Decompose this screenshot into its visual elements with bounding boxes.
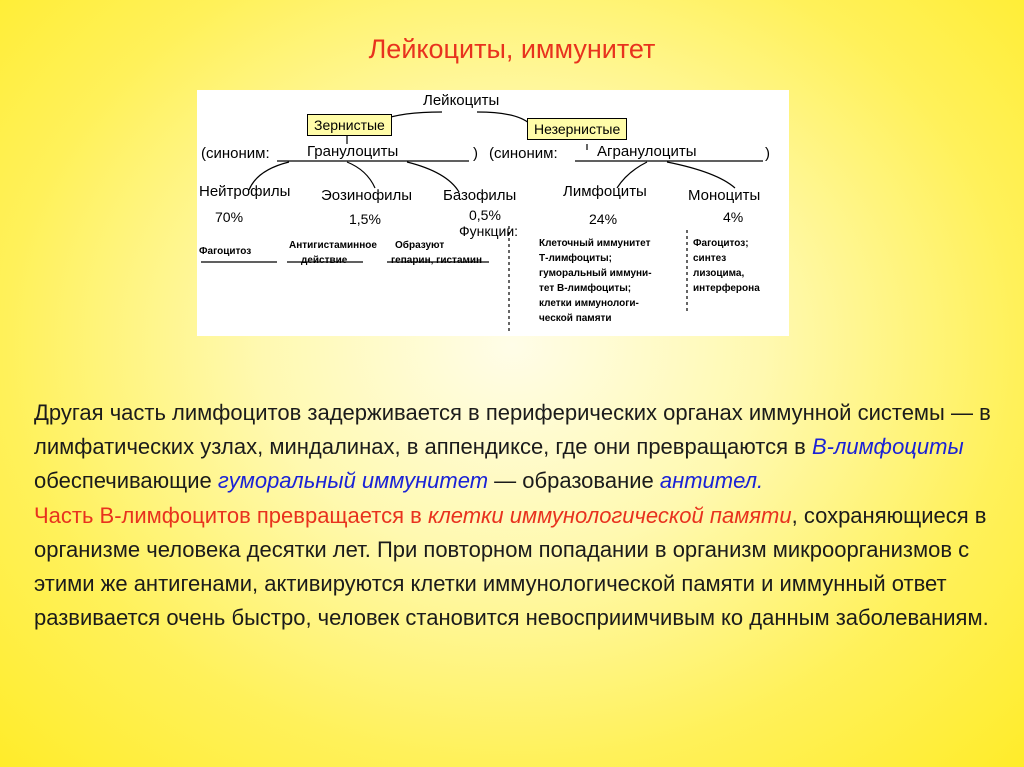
function-eosinophils-line: действие <box>301 255 348 266</box>
function-basophils-line: Образуют <box>395 240 445 251</box>
term-antibodies: антител. <box>659 468 764 494</box>
term-b-lymphocytes: В-лимфоциты <box>811 434 964 460</box>
function-lymphocytes-line: Т-лимфоциты; <box>539 253 612 264</box>
p2-lead: Часть В-лимфоцитов превращается в <box>34 502 428 528</box>
cell-percent-basophils: 0,5% <box>469 207 501 223</box>
function-monocytes-line: синтез <box>693 253 727 264</box>
function-neutrophils-line: Фагоцитоз <box>199 246 252 257</box>
function-lymphocytes <box>539 236 652 326</box>
cell-percent-eosinophils: 1,5% <box>349 211 381 227</box>
synonym-right-value: Агранулоциты <box>597 143 697 160</box>
function-lymphocytes-line: Клеточный иммунитет <box>539 238 651 249</box>
function-monocytes <box>693 236 760 296</box>
cell-percent-monocytes: 4% <box>723 209 744 225</box>
function-monocytes-line: интерферона <box>693 283 760 294</box>
synonym-left-suffix: ) <box>473 145 478 162</box>
functions-label: Функции: <box>459 223 519 239</box>
nongranular-box: Незернистые <box>527 118 627 140</box>
leukocyte-classification-diagram <box>197 90 789 336</box>
cell-percent-neutrophils: 70% <box>215 209 244 225</box>
cell-name-lymphocytes: Лимфоциты <box>563 183 647 200</box>
term-humoral-immunity: гуморальный иммунитет <box>217 468 489 494</box>
body-text <box>34 396 994 635</box>
function-monocytes-line: лизоцима, <box>693 268 745 279</box>
cell-name-basophils: Базофилы <box>443 187 517 204</box>
function-monocytes-line: Фагоцитоз; <box>693 238 749 249</box>
synonym-right-suffix: ) <box>765 145 770 162</box>
function-lymphocytes-line: тет В-лимфоциты; <box>539 283 632 294</box>
synonym-left-prefix: (синоним: <box>201 145 270 162</box>
cell-name-monocytes: Моноциты <box>688 187 761 204</box>
p1-text: — образование <box>488 468 660 494</box>
function-lymphocytes-line: гуморальный иммуни- <box>539 268 652 279</box>
p1-text: Другая часть лимфоцитов задерживается в периферических органах иммунной системы — в лимфатических узлах, миндалинах, в аппендиксе, где они превращаются в <box>34 400 991 460</box>
p1-text: обеспечивающие <box>34 468 218 494</box>
synonym-left-value: Гранулоциты <box>307 143 399 160</box>
diagram-root-label: Лейкоциты <box>423 92 500 109</box>
p2-text: , сохраняющиеся в организме человека десятки лет. При повторном попадании в организм микроорганизмов с этими же антигенами, активируются клетки иммунологической памяти и иммунный ответ развивается очень быстро, человек становится невосприимчивым ко данным заболеваниям. <box>34 502 989 631</box>
cell-percent-lymphocytes: 24% <box>589 211 618 227</box>
function-eosinophils-line: Антигистаминное <box>289 240 377 251</box>
slide-title: Лейкоциты, иммунитет <box>368 34 656 64</box>
cell-name-neutrophils: Нейтрофилы <box>199 183 291 200</box>
function-lymphocytes-line: клетки иммунологи- <box>539 298 639 309</box>
cell-name-eosinophils: Эозинофилы <box>321 187 413 204</box>
granular-box: Зернистые <box>307 114 392 136</box>
function-basophils-line: гепарин, гистамин <box>391 255 483 266</box>
function-lymphocytes-line: ческой памяти <box>539 313 612 324</box>
function-eosinophils <box>289 238 377 268</box>
function-basophils <box>391 238 482 268</box>
synonym-right-prefix: (синоним: <box>489 145 558 162</box>
function-neutrophils <box>199 244 251 259</box>
term-memory-cells: клетки иммунологической памяти <box>427 502 792 528</box>
